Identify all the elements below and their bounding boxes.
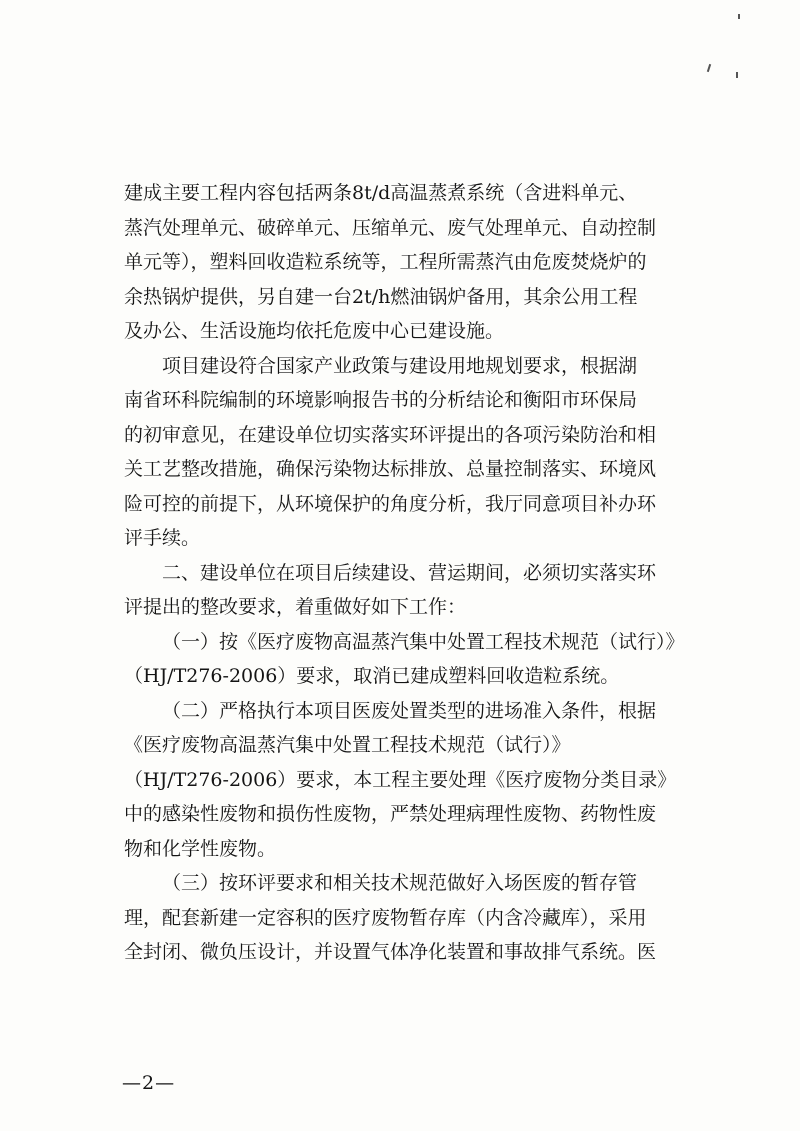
paragraph-continuation: 建成主要工程内容包括两条8t/d高温蒸煮系统（含进料单元、 蒸汽处理单元、破碎单元、压缩单元、废气处理单元、自动控制 单元等），塑料回收造粒系统等，工程所需蒸汽由危废焚烧炉的 余热锅炉提供，另自建一台2t/h燃油锅炉备用，其余公用工程 及办公、生活设施均依托危废中心已建设施。 [124,182,657,342]
paragraph-item-two: （二）严格执行本项目医废处置类型的进场准入条件，根据 《医疗废物高温蒸汽集中处置工程技术规范（试行）》 （HJ/T276-2006）要求，本工程主要处理《医疗废物分类目录》 中的感染性废物和损伤性废物，严禁处理病理性废物、药物性废 物和化学性废物。 [124,699,677,860]
paragraph-item-three: （三）按环评要求和相关技术规范做好入场医废的暂存管 理，配套新建一定容积的医疗废物暂存库（内含冷藏库），采用 全封闭、微负压设计，并设置气体净化装置和事故排气系统。医 [124,872,657,963]
page-number: —2— [122,1072,176,1094]
scan-speck [736,72,738,78]
scan-speck [738,14,740,19]
paragraph-approval: 项目建设符合国家产业政策与建设用地规划要求，根据湖 南省环科院编制的环境影响报告书的分析结论和衡阳市环保局 的初审意见，在建设单位切实落实环评提出的各项污染防治和相 关工艺整改措施，确保污染物达标排放、总量控制落实、环境风 险可控的前提下，从环境保护的角度分析，我厅同意项目补办环 评手续。 [124,354,657,549]
document-body [124,176,696,970]
paragraph-section-two: 二、建设单位在项目后续建设、营运期间，必须切实落实环 评提出的整改要求，着重做好如下工作： [124,561,657,618]
paragraph-item-one: （一）按《医疗废物高温蒸汽集中处置工程技术规范（试行）》 （HJ/T276-2006）要求，取消已建成塑料回收造粒系统。 [124,630,685,687]
scan-speck [707,64,711,72]
